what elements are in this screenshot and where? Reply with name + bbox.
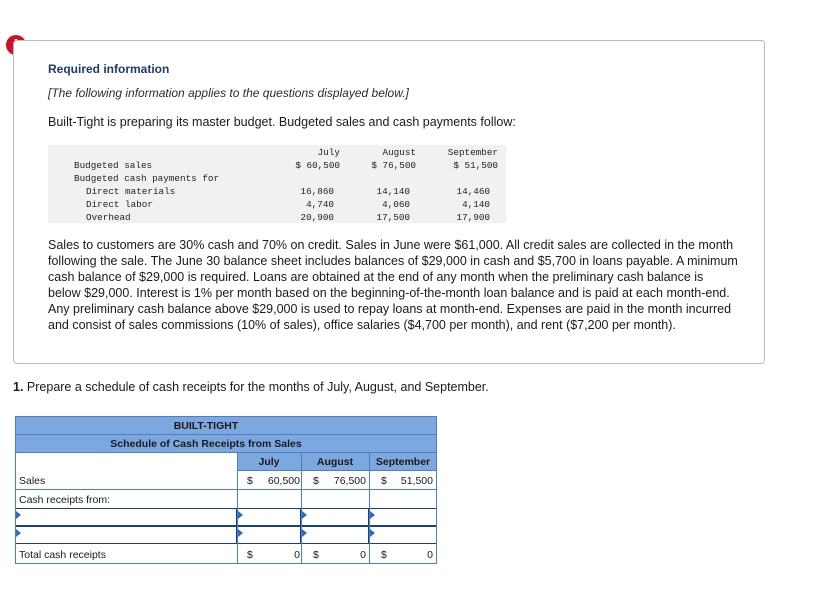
schedule-receipts-label: Cash receipts from: — [19, 494, 111, 506]
budget-payments-label: Budgeted cash payments for — [74, 173, 220, 184]
currency-symbol: $ — [247, 549, 253, 561]
currency-symbol: $ — [247, 475, 253, 487]
budget-row-value: 14,140 — [376, 186, 410, 197]
schedule-total-label: Total cash receipts — [19, 549, 106, 561]
intro-text: Built-Tight is preparing its master budget. Budgeted sales and cash payments follow: — [48, 115, 516, 129]
schedule-total-july: 0 — [294, 549, 300, 561]
budget-row-value: 4,060 — [382, 199, 410, 210]
question-number: 1. — [13, 380, 24, 394]
schedule-title: Schedule of Cash Receipts from Sales — [15, 434, 437, 453]
column-divider — [301, 453, 302, 564]
schedule-company: BUILT-TIGHT — [15, 416, 437, 435]
schedule-total-september: 0 — [427, 549, 433, 561]
receipt-september-input-2[interactable] — [369, 526, 437, 544]
receipt-source-input-1[interactable] — [15, 508, 237, 526]
budget-sales-september: $ 51,500 — [453, 160, 498, 171]
budget-row-value: 4,140 — [462, 199, 490, 210]
budget-col-august: August — [382, 147, 416, 158]
budget-sales-label: Budgeted sales — [74, 160, 153, 171]
required-information-subtitle: [The following information applies to the questions displayed below.] — [48, 86, 409, 100]
schedule-col-september: September — [369, 453, 437, 471]
question-text: Prepare a schedule of cash receipts for the months of July, August, and September. — [23, 380, 489, 394]
receipt-august-input-1[interactable] — [301, 508, 369, 526]
receipt-august-input-2[interactable] — [301, 526, 369, 544]
budget-row-label: Overhead — [86, 212, 131, 223]
budget-row-label: Direct labor — [86, 199, 153, 210]
budget-row-value: 17,500 — [376, 212, 410, 223]
currency-symbol: $ — [381, 549, 387, 561]
schedule-total-august: 0 — [360, 549, 366, 561]
table-border-right — [436, 453, 437, 564]
column-divider — [237, 453, 238, 564]
currency-symbol: $ — [313, 475, 319, 487]
column-divider — [369, 453, 370, 564]
schedule-col-july: July — [237, 453, 301, 471]
schedule-sales-row — [15, 471, 437, 490]
schedule-sales-september: 51,500 — [400, 475, 433, 487]
budget-table — [48, 145, 506, 223]
cash-receipts-schedule — [15, 416, 437, 564]
budget-col-july: July — [317, 147, 340, 158]
required-information-title: Required information — [48, 62, 170, 76]
budget-row-label: Direct materials — [86, 186, 176, 197]
schedule-col-august: August — [301, 453, 369, 471]
budget-row-value: 17,900 — [456, 212, 490, 223]
budget-row-value: 14,460 — [456, 186, 490, 197]
budget-col-september: September — [447, 147, 498, 158]
budget-row-value: 4,740 — [306, 199, 334, 210]
receipt-july-input-2[interactable] — [237, 526, 301, 544]
schedule-sales-august: 76,500 — [333, 475, 366, 487]
assumptions-paragraph: Sales to customers are 30% cash and 70% on credit. Sales in June were $61,000. All credit sales are collected in the month following the sale. The June 30 balance sheet includes balances of $29,000 in cash and $5,700 in loans payable. A minimum cash balance of $29,000 is required. Loans are obtained at the end of any month when the preliminary cash balance is below $29,000. Interest is 1% per month based on the beginning-of-the-month loan balance and is paid at each month-end. Any preliminary cash balance above $29,000 is used to repay loans at month-end. Expenses are paid in the month incurred and consist of sales commissions (10% of sales), office salaries ($4,700 per month), and rent ($7,200 per month). — [48, 238, 738, 332]
currency-symbol: $ — [381, 475, 387, 487]
schedule-sales-label: Sales — [19, 475, 46, 487]
required-information-panel — [13, 40, 765, 364]
receipt-september-input-1[interactable] — [369, 508, 437, 526]
budget-row-value: 16,860 — [300, 186, 334, 197]
budget-sales-august: $ 76,500 — [371, 160, 416, 171]
receipt-source-input-2[interactable] — [15, 526, 237, 544]
currency-symbol: $ — [313, 549, 319, 561]
budget-row-value: 20,900 — [300, 212, 334, 223]
schedule-sales-july: 60,500 — [267, 475, 300, 487]
question-1 — [13, 380, 489, 394]
budget-sales-july: $ 60,500 — [295, 160, 340, 171]
table-border-left — [15, 453, 16, 564]
receipt-july-input-1[interactable] — [237, 508, 301, 526]
